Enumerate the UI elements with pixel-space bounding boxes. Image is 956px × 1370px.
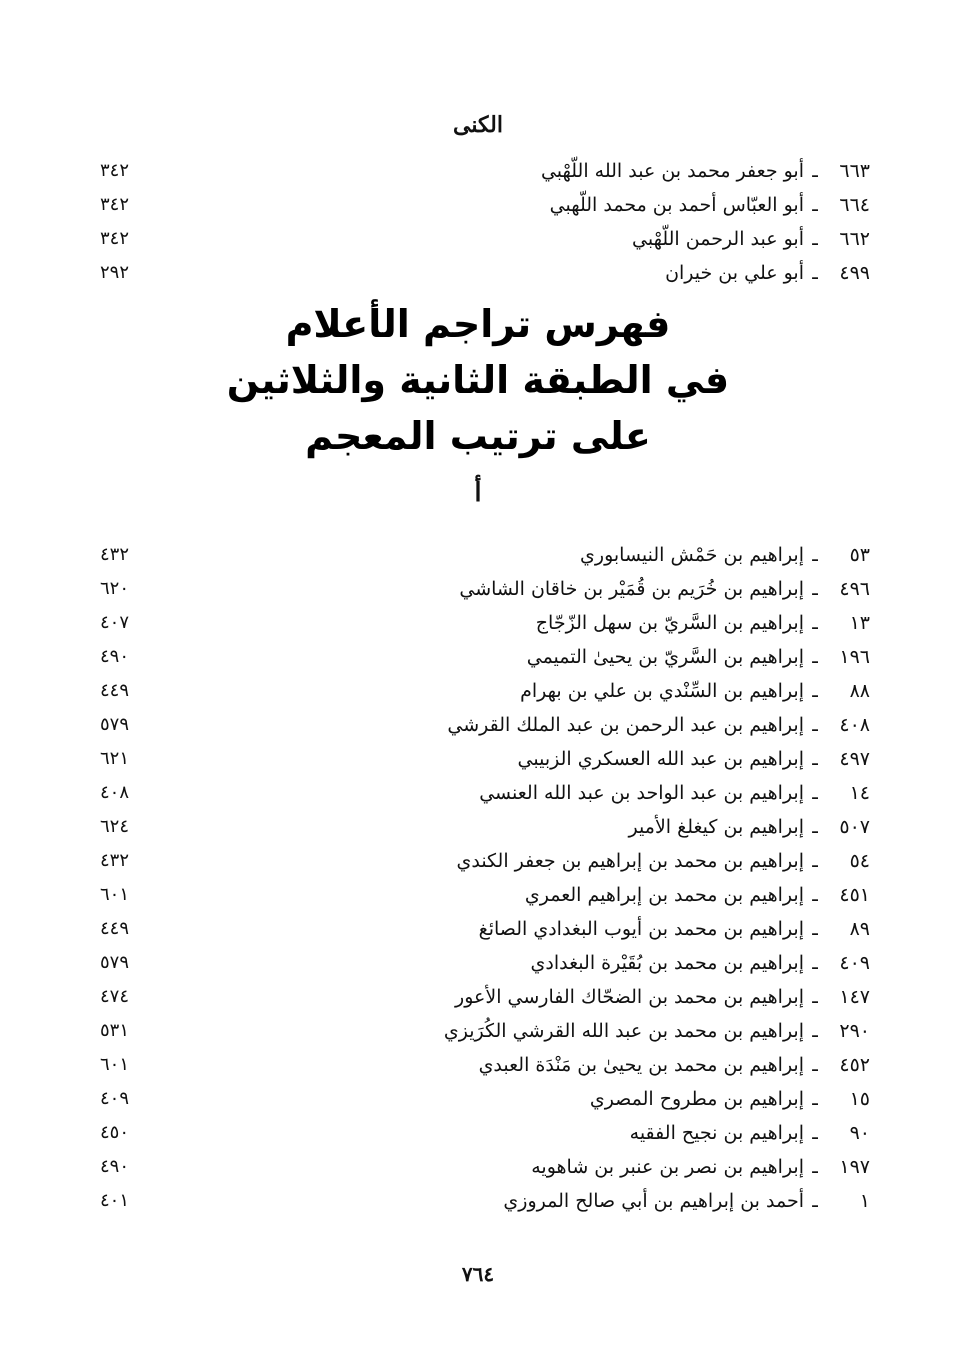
entry-number: ٦٦٣ [839,160,870,182]
list-item [100,1184,870,1218]
entry-name: إبراهيم بن مطروح المصري [589,1088,804,1110]
entry-name: إبراهيم بن محمد بن إبراهيم العمري [524,884,804,906]
entry-number: ١٥ [849,1088,870,1110]
entry-dash: ـ [812,850,818,872]
entry-page: ٤٠٧ [100,612,130,633]
entry-name: إبراهيم بن محمد بن أيوب البغدادي الصائغ [478,918,804,940]
list-item [100,1048,870,1082]
list-item [100,844,870,878]
entry-page: ٤٥٠ [100,1122,130,1143]
alphabet-letter-heading: أ [474,478,482,508]
entry-number: ٤٠٨ [839,714,870,736]
entry-number: ١٤٧ [839,986,870,1008]
entry-dash: ـ [812,748,818,770]
entry-page: ٤٧٤ [100,986,130,1007]
list-item [100,1116,870,1150]
entry-page: ٤٤٩ [100,680,130,701]
list-item [100,742,870,776]
entry-dash: ـ [812,884,818,906]
heading-line-3: على ترتيب المعجم [305,414,651,458]
list-item [100,256,870,290]
entry-number: ٥٤ [849,850,870,872]
list-item [100,708,870,742]
entry-number: ١٣ [849,612,870,634]
entry-name: إبراهيم بن محمد بن إبراهيم بن جعفر الكندي [456,850,804,872]
list-item [100,1014,870,1048]
entry-name: إبراهيم بن كيغلغ الأمير [628,816,804,838]
entry-page: ٣٤٢ [100,160,130,181]
entry-page: ٦٢١ [100,748,130,769]
entry-name: إبراهيم بن عبد الرحمن بن عبد الملك القرشي [447,714,804,736]
entry-dash: ـ [812,194,818,216]
kuna-section-title: الكنى [453,112,503,138]
entry-dash: ـ [812,1088,818,1110]
entry-dash: ـ [812,816,818,838]
names-index-list [100,538,870,1218]
entry-dash: ـ [812,1122,818,1144]
entry-number: ٥٣ [849,544,870,566]
entry-name: أبو جعفر محمد بن عبد الله اللّهْبي [540,160,804,182]
entry-number: ١٩٦ [839,646,870,668]
entry-dash: ـ [812,544,818,566]
entry-page: ٣٤٢ [100,228,130,249]
entry-number: ٢٩٠ [839,1020,870,1042]
entry-name: أبو العبّاس أحمد بن محمد اللّهبي [549,194,804,216]
entry-page: ٥٣١ [100,1020,130,1041]
entry-number: ٤٩٩ [839,262,870,284]
heading-line-2: في الطبقة الثانية والثلاثين [226,358,730,402]
entry-dash: ـ [812,986,818,1008]
entry-dash: ـ [812,646,818,668]
entry-dash: ـ [812,160,818,182]
entry-dash: ـ [812,612,818,634]
entry-name: إبراهيم بن السِّنْدي بن علي بن بهرام [520,680,804,702]
entry-number: ٥٠٧ [839,816,870,838]
entry-page: ٤٣٢ [100,850,130,871]
list-item [100,538,870,572]
entry-name: إبراهيم بن نجيح الفقيه [629,1122,804,1144]
entry-dash: ـ [812,1156,818,1178]
entry-name: أحمد بن إبراهيم بن أبي صالح المروزي [503,1190,804,1212]
entry-dash: ـ [812,680,818,702]
entry-page: ٥٧٩ [100,952,130,973]
entry-name: إبراهيم بن محمد بن الضحّاك الفارسي الأعور [455,986,804,1008]
entry-page: ٣٤٢ [100,194,130,215]
list-item [100,154,870,188]
entry-name: إبراهيم بن محمد بن بُقَيْرة البغدادي [530,952,804,974]
entry-dash: ـ [812,228,818,250]
entry-name: إبراهيم بن خُرَيم بن قُمَيْر بن خاقان الشاشي [459,578,804,600]
entry-name: إبراهيم بن عبد الواحد بن عبد الله العنسي [479,782,804,804]
entry-name: أبو عبد الرحمن اللّهْبي [632,228,804,250]
list-item [100,912,870,946]
entry-dash: ـ [812,714,818,736]
entry-number: ٤٥١ [839,884,870,906]
entry-number: ١٩٧ [839,1156,870,1178]
entry-name: إبراهيم بن عبد الله العسكري الزبيبي [517,748,804,770]
entry-name: إبراهيم بن محمد بن يحيىٰ بن مَنْدَة العبدي [478,1054,804,1076]
entry-name: إبراهيم بن حَمْش النيسابوري [580,544,804,566]
list-item [100,572,870,606]
entry-number: ٩٠ [849,1122,870,1144]
list-item [100,188,870,222]
entry-number: ١٤ [849,782,870,804]
entry-number: ٤٩٦ [839,578,870,600]
entry-dash: ـ [812,578,818,600]
entry-number: ٨٨ [849,680,870,702]
entry-number: ٤٩٧ [839,748,870,770]
entry-page: ٢٩٢ [100,262,130,283]
entry-dash: ـ [812,1020,818,1042]
entry-page: ٦٢٠ [100,578,130,599]
list-item [100,1082,870,1116]
entry-number: ٨٩ [849,918,870,940]
entry-name: أبو علي بن خيران [665,262,804,284]
entry-name: إبراهيم بن محمد بن عبد الله القرشي الكُرَيزي [443,1020,804,1042]
entry-dash: ـ [812,918,818,940]
entry-page: ٤٠٨ [100,782,130,803]
list-item [100,810,870,844]
entry-number: ٦٦٢ [839,228,870,250]
entry-page: ٦٢٤ [100,816,130,837]
entry-page: ٤٣٢ [100,544,130,565]
list-item [100,674,870,708]
entry-page: ٤٩٠ [100,646,130,667]
page-number: ٧٦٤ [461,1262,495,1286]
list-item [100,1150,870,1184]
entry-name: إبراهيم بن السَّريّ بن يحيىٰ التميمي [526,646,804,668]
entry-dash: ـ [812,1054,818,1076]
list-item [100,980,870,1014]
entry-dash: ـ [812,782,818,804]
entry-dash: ـ [812,952,818,974]
entry-number: ٤٥٢ [839,1054,870,1076]
entry-name: إبراهيم بن نصر بن عنبر بن شاهويه [531,1156,804,1178]
list-item [100,640,870,674]
entry-dash: ـ [812,1190,818,1212]
entry-name: إبراهيم بن السَّريّ بن سهل الزّجّاج [535,612,804,634]
entry-page: ٤٤٩ [100,918,130,939]
entry-page: ٤٠١ [100,1190,130,1211]
index-heading [0,296,956,464]
list-item [100,776,870,810]
entry-page: ٦٠١ [100,884,130,905]
entry-number: ٤٠٩ [839,952,870,974]
list-item [100,222,870,256]
heading-line-1: فهرس تراجم الأعلام [285,302,671,346]
list-item [100,606,870,640]
entry-page: ٥٧٩ [100,714,130,735]
kuna-list [100,154,870,290]
entry-dash: ـ [812,262,818,284]
entry-number: ٦٦٤ [839,194,870,216]
entry-page: ٤٠٩ [100,1088,130,1109]
entry-page: ٤٩٠ [100,1156,130,1177]
entry-page: ٦٠١ [100,1054,130,1075]
entry-number: ١ [859,1190,870,1212]
list-item [100,946,870,980]
list-item [100,878,870,912]
